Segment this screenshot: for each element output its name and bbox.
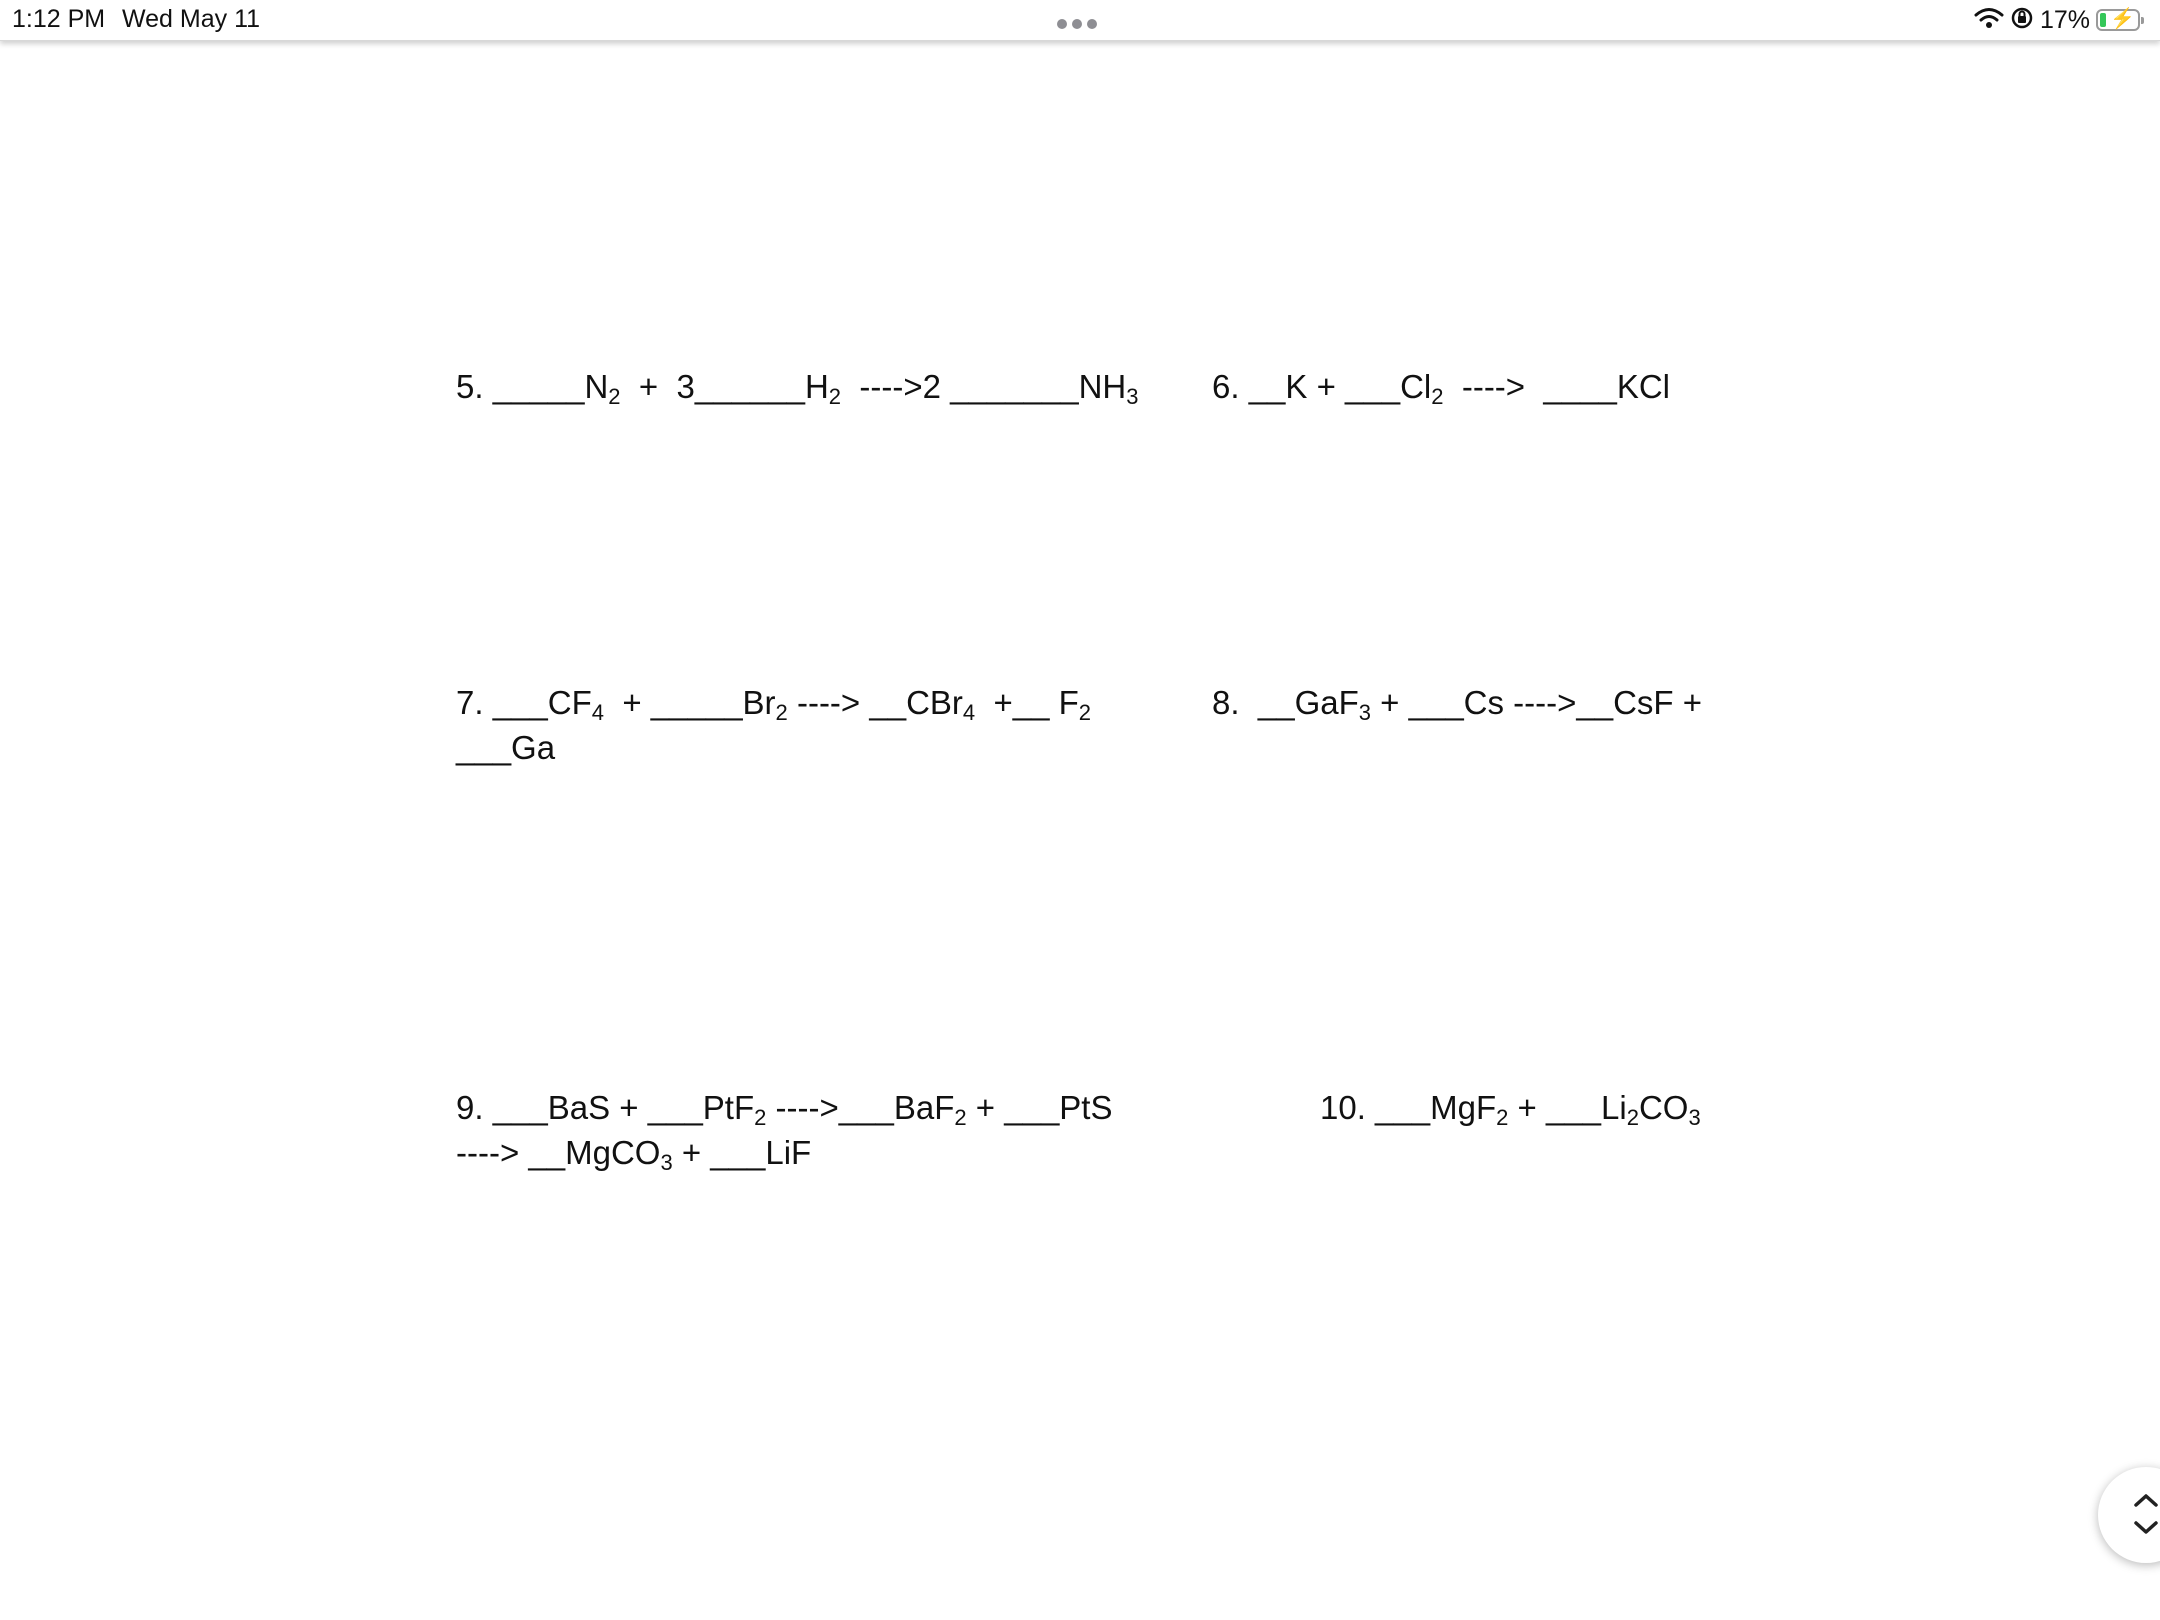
battery-charging-icon: ⚡ bbox=[2096, 9, 2140, 31]
equation-text: 8. __GaF bbox=[1212, 684, 1359, 721]
subscript: 4 bbox=[591, 700, 604, 725]
equation-text: + ___Li bbox=[1508, 1089, 1627, 1126]
subscript: 3 bbox=[1688, 1105, 1701, 1130]
equation-text: ----> ____KCl bbox=[1443, 368, 1670, 405]
equation-text: + ___PtS bbox=[966, 1089, 1113, 1126]
subscript: 3 bbox=[1358, 700, 1371, 725]
equation-line bbox=[456, 1085, 1112, 1130]
equation-text: + 3______H bbox=[620, 368, 829, 405]
multitasking-dots-icon[interactable] bbox=[1057, 19, 1097, 29]
equation-text: 9. ___BaS + ___PtF bbox=[456, 1089, 755, 1126]
subscript: 2 bbox=[608, 384, 621, 409]
equation-text: 7. ___CF bbox=[456, 684, 592, 721]
equation-line bbox=[1212, 364, 1670, 409]
subscript: 4 bbox=[962, 700, 976, 725]
equation-line bbox=[456, 680, 1091, 725]
equation-text: 5. _____N bbox=[456, 368, 609, 405]
equation-text: ---->2 _______NH bbox=[841, 368, 1127, 405]
subscript: 2 bbox=[1431, 384, 1444, 409]
equation-text: + ___Cs ---->__CsF + bbox=[1371, 684, 1703, 721]
subscript: 2 bbox=[754, 1105, 767, 1130]
status-time: 1:12 PM bbox=[12, 5, 106, 33]
status-date: Wed May 11 bbox=[122, 5, 261, 33]
subscript: 2 bbox=[1496, 1105, 1509, 1130]
problem-5 bbox=[456, 364, 1139, 409]
subscript: 2 bbox=[1626, 1105, 1639, 1130]
chevron-down-icon[interactable] bbox=[2124, 1517, 2160, 1544]
equation-text: + _____Br bbox=[604, 684, 776, 721]
problem-10 bbox=[1320, 1085, 1701, 1130]
subscript: 3 bbox=[660, 1150, 673, 1175]
equation-text: ___Ga bbox=[456, 729, 556, 766]
equation-text: ---->___BaF bbox=[766, 1089, 955, 1126]
equation-line bbox=[1320, 1085, 1701, 1130]
status-bar bbox=[0, 0, 2160, 41]
orientation-lock-icon bbox=[2010, 6, 2034, 35]
equation-text: 6. __K + ___Cl bbox=[1212, 368, 1432, 405]
problem-6 bbox=[1212, 364, 1670, 409]
subscript: 3 bbox=[1126, 384, 1139, 409]
wifi-icon bbox=[1974, 6, 2004, 35]
equation-text: ----> __MgCO bbox=[456, 1134, 661, 1171]
battery-percent: 17% bbox=[2039, 5, 2090, 34]
equation-text: ----> __CBr bbox=[787, 684, 963, 721]
subscript: 2 bbox=[828, 384, 842, 409]
problem-8 bbox=[1212, 680, 1702, 725]
equation-line bbox=[456, 1130, 1112, 1175]
equation-line bbox=[1212, 680, 1702, 725]
subscript: 2 bbox=[1078, 700, 1092, 725]
equation-text: 10. ___MgF bbox=[1320, 1089, 1497, 1126]
subscript: 2 bbox=[775, 700, 788, 725]
worksheet-page bbox=[0, 40, 2160, 1620]
equation-text: +__ F bbox=[975, 684, 1079, 721]
equation-line bbox=[456, 725, 1091, 770]
status-indicators bbox=[1974, 4, 2140, 36]
equation-text: CO bbox=[1638, 1089, 1689, 1126]
equation-text: + ___LiF bbox=[672, 1134, 812, 1171]
chevron-up-icon[interactable] bbox=[2124, 1489, 2160, 1516]
equation-line bbox=[456, 364, 1139, 409]
subscript: 2 bbox=[954, 1105, 967, 1130]
problem-9 bbox=[456, 1085, 1112, 1175]
problem-7 bbox=[456, 680, 1091, 770]
